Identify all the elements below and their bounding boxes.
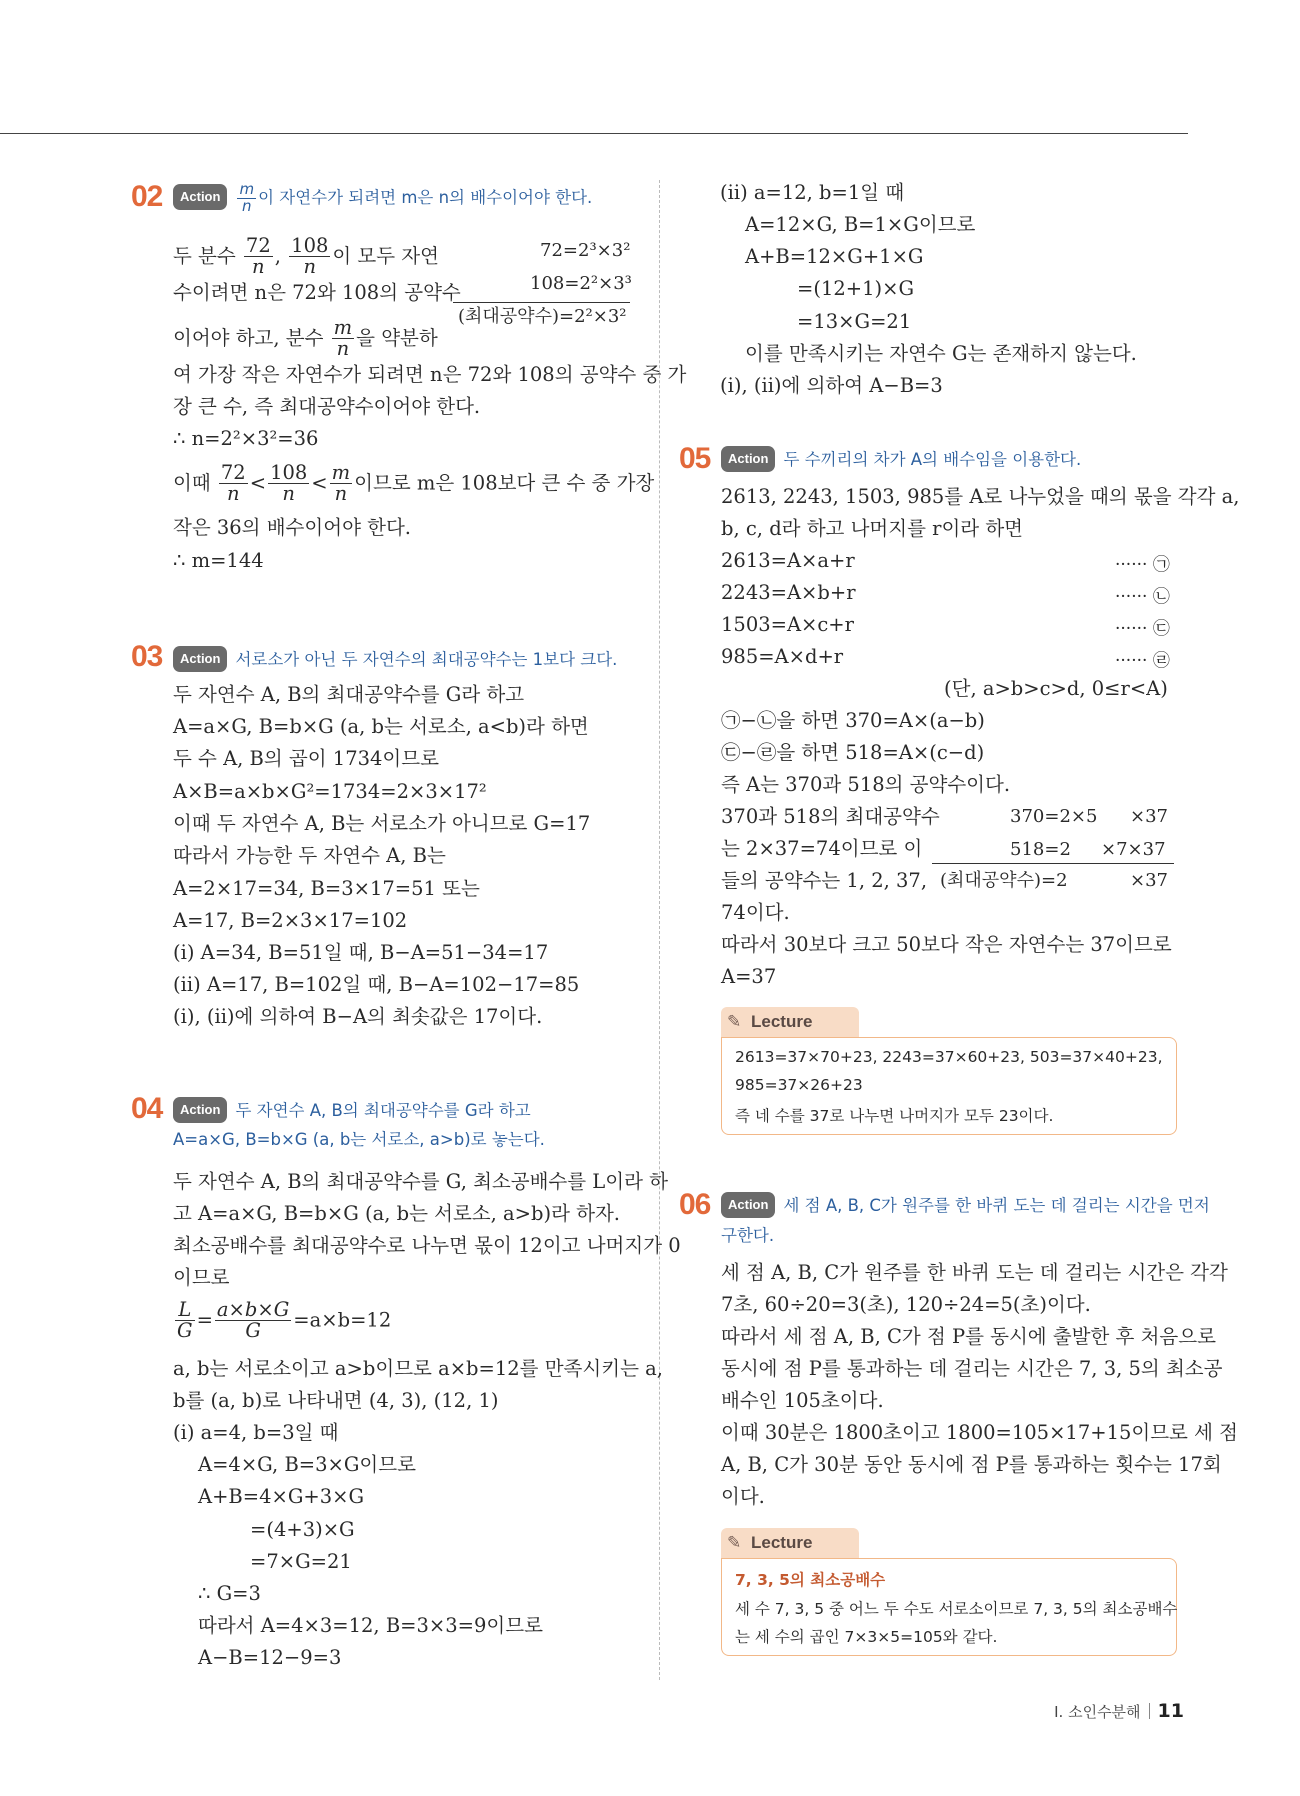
p02-calc-rule xyxy=(453,302,630,303)
p04c-line-5: =13×G=21 xyxy=(797,310,912,333)
action-05: Action 두 수끼리의 차가 A의 배수임을 이용한다. xyxy=(721,446,1081,472)
problem-number-03: 03 xyxy=(131,640,163,673)
p04c-line-1: (ⅱ) a=12, b=1일 때 xyxy=(720,181,905,204)
action-badge: Action xyxy=(173,184,227,210)
p04-line-13: ∴ G=3 xyxy=(198,1582,261,1605)
p06-line-6: 이때 30분은 1800초이고 1800=105×17+15이므로 세 점 xyxy=(721,1421,1238,1444)
p05-calc-1a: 370=2×5 xyxy=(1010,806,1098,827)
p06-line-2: 7초, 60÷20=3(초), 120÷24=5(초)이다. xyxy=(721,1293,1091,1316)
top-rule xyxy=(0,133,1188,134)
page-number: 11 xyxy=(1157,1700,1184,1722)
action-06: Action 세 점 A, B, C가 원주를 한 바퀴 도는 데 걸리는 시간을 먼저 xyxy=(721,1192,1210,1218)
p04c-line-4: =(12+1)×G xyxy=(797,277,915,300)
p04-line-11: =(4+3)×G xyxy=(250,1518,355,1541)
action-text-06a: 세 점 A, B, C가 원주를 한 바퀴 도는 데 걸리는 시간을 먼저 xyxy=(783,1196,1210,1215)
p05-eq-1: 2613=A×a+r xyxy=(721,549,855,572)
p03-line-2: A=a×G, B=b×G (a, b는 서로소, a<b)라 하면 xyxy=(173,715,589,738)
action-02 xyxy=(173,182,592,215)
p05-eq-3: 1503=A×c+r xyxy=(721,613,854,636)
p03-line-5: 이때 두 자연수 A, B는 서로소가 아니므로 G=17 xyxy=(173,812,591,835)
p03-line-4: A×B=a×b×G²=1734=2×3×17² xyxy=(173,780,487,803)
p04-line-6: a, b는 서로소이고 a>b이므로 a×b=12를 만족시키는 a, xyxy=(173,1357,663,1380)
lecture-tab-05: ✎ Lecture xyxy=(721,1007,859,1037)
p05-line-8: ㉢−㉣을 하면 518=A×(c−d) xyxy=(721,741,985,764)
p03-line-1: 두 자연수 A, B의 최대공약수를 G라 하고 xyxy=(173,683,525,706)
p04-line-1: 두 자연수 A, B의 최대공약수를 G, 최소공배수를 L이라 하 xyxy=(173,1170,668,1193)
p05-mark-3: ······ ㉢ xyxy=(1115,619,1170,639)
p05-line-15: A=37 xyxy=(721,965,777,988)
action-text-06b: 구한다. xyxy=(721,1226,775,1245)
p05-calc-2b: ×7×37 xyxy=(1101,839,1166,860)
p06-line-3: 따라서 세 점 A, B, C가 점 P를 동시에 출발한 후 처음으로 xyxy=(721,1325,1216,1348)
p04c-line-6: 이를 만족시키는 자연수 G는 존재하지 않는다. xyxy=(745,342,1137,365)
p05-mark-1: ······ ㉠ xyxy=(1115,555,1170,575)
p05-calc-3b: ×37 xyxy=(1130,870,1168,891)
p03-line-11: (ⅰ), (ⅱ)에 의하여 B−A의 최솟값은 17이다. xyxy=(173,1005,543,1028)
p04-line-10: A+B=4×G+3×G xyxy=(198,1485,365,1508)
p04c-line-2: A=12×G, B=1×G이므로 xyxy=(745,213,976,236)
p04c-line-3: A+B=12×G+1×G xyxy=(745,245,924,268)
p02-line-1: 두 분수 $\frac{72}{n}$ , $\frac{108}{n}$ 이 모두 자연 xyxy=(173,234,439,279)
problem-number-05: 05 xyxy=(679,442,711,475)
p03-line-7: A=2×17=34, B=3×17=51 또는 xyxy=(173,877,480,900)
p04-line-9: A=4×G, B=3×G이므로 xyxy=(198,1453,416,1476)
p05-calc-2a: 518=2 xyxy=(1010,839,1071,860)
pencil-icon: ✎ xyxy=(727,1533,742,1552)
p05-eq-4: 985=A×d+r xyxy=(721,645,844,668)
action-04: Action 두 자연수 A, B의 최대공약수를 G라 하고 xyxy=(173,1097,531,1123)
p02-line-9: ∴ m=144 xyxy=(173,549,264,572)
p04-line-2: 고 A=a×G, B=b×G (a, b는 서로소, a>b)라 하자. xyxy=(173,1202,620,1225)
p06-line-5: 배수인 105초이다. xyxy=(721,1389,884,1412)
p05-line-10: 370과 518의 최대공약수 xyxy=(721,805,940,828)
p05-line-1: 2613, 2243, 1503, 985를 A로 나누었을 때의 몫을 각각 a, xyxy=(721,485,1240,508)
p03-line-9: (ⅰ) A=34, B=51일 때, B−A=51−34=17 xyxy=(173,941,549,964)
p05-line-9: 즉 A는 370과 518의 공약수이다. xyxy=(721,773,1011,796)
p04c-line-7: (ⅰ), (ⅱ)에 의하여 A−B=3 xyxy=(720,374,943,397)
p05-mark-4: ······ ㉣ xyxy=(1115,651,1170,671)
p02-line-8: 작은 36의 배수이어야 한다. xyxy=(173,516,411,539)
problem-number-02: 02 xyxy=(131,180,163,213)
p04-line-7: b를 (a, b)로 나타내면 (4, 3), (12, 1) xyxy=(173,1389,499,1412)
lecture-tab-06: ✎ Lecture xyxy=(721,1528,859,1558)
lecture-05-line-2: 985=37×26+23 xyxy=(735,1076,863,1094)
p02-line-2: 수이려면 n은 72와 108의 공약수 xyxy=(173,281,461,304)
fraction-m-n: $\frac{m}{n}$ xyxy=(333,316,353,361)
p02-line-3: 이어야 하고, 분수 $\frac{m}{n}$ 을 약분하 xyxy=(173,316,438,361)
p03-line-6: 따라서 가능한 두 자연수 A, B는 xyxy=(173,844,446,867)
lecture-06-subtitle: 7, 3, 5의 최소공배수 xyxy=(735,1571,886,1589)
p06-line-1: 세 점 A, B, C가 원주를 한 바퀴 도는 데 걸리는 시간은 각각 xyxy=(721,1261,1228,1284)
action-text-03: 서로소가 아닌 두 자연수의 최대공약수는 1보다 크다. xyxy=(235,650,618,669)
p03-line-3: 두 수 A, B의 곱이 1734이므로 xyxy=(173,747,439,770)
p05-eq-2: 2243=A×b+r xyxy=(721,581,856,604)
p05-line-11: 는 2×37=74이므로 이 xyxy=(721,837,923,860)
p06-line-4: 동시에 점 P를 통과하는 데 걸리는 시간은 7, 3, 5의 최소공 xyxy=(721,1357,1223,1380)
fraction-108-n: $\frac{108}{n}$ xyxy=(291,234,329,279)
lecture-06-line-2: 는 세 수의 곱인 7×3×5=105와 같다. xyxy=(735,1628,998,1646)
p02-line-6: ∴ n=2²×3²=36 xyxy=(173,427,319,450)
action-03: Action 서로소가 아닌 두 자연수의 최대공약수는 1보다 크다. xyxy=(173,646,617,672)
p05-line-12: 들의 공약수는 1, 2, 37, xyxy=(721,869,928,892)
p04-line-12: =7×G=21 xyxy=(250,1550,352,1573)
p02-calc-1: 72=2³×3² xyxy=(540,240,631,261)
p02-line-5: 장 큰 수, 즉 최대공약수이어야 한다. xyxy=(173,395,481,418)
action-text-02: 이 자연수가 되려면 m은 n의 배수이어야 한다. xyxy=(258,187,593,207)
action-text-04a: 두 자연수 A, B의 최대공약수를 G라 하고 xyxy=(235,1101,531,1120)
p04-line-5: $\frac{L}{G}$ = $\frac{a\times b\times G}{G}$ =a×b=12 xyxy=(177,1298,392,1343)
p05-mark-2: ······ ㉡ xyxy=(1115,587,1170,607)
p06-line-8: 이다. xyxy=(721,1485,765,1508)
fraction-72-n: $\frac{72}{n}$ xyxy=(245,234,271,279)
p03-line-10: (ⅱ) A=17, B=102일 때, B−A=102−17=85 xyxy=(173,973,580,996)
p05-line-14: 따라서 30보다 크고 50보다 작은 자연수는 37이므로 xyxy=(721,933,1172,956)
action-fraction: $\frac{m}{n}$ xyxy=(239,180,255,215)
p04-line-15: A−B=12−9=3 xyxy=(198,1646,342,1669)
p05-line-13: 74이다. xyxy=(721,901,790,924)
p05-line-7: ㉠−㉡을 하면 370=A×(a−b) xyxy=(721,709,985,732)
p03-line-8: A=17, B=2×3×17=102 xyxy=(173,909,408,932)
p04-line-3: 최소공배수를 최대공약수로 나누면 몫이 12이고 나머지가 0 xyxy=(173,1234,681,1257)
p02-line-7: 이때 $\frac{72}{n}$ < $\frac{108}{n}$ < $\frac{m}{n}$ 이므로 m은 108보다 큰 수 중 가장 xyxy=(173,461,655,506)
p05-calc-1b: ×37 xyxy=(1130,806,1168,827)
p05-line-2: b, c, d라 하고 나머지를 r이라 하면 xyxy=(721,517,1024,540)
column-divider xyxy=(659,180,660,1680)
problem-number-06: 06 xyxy=(679,1188,711,1221)
p05-condition: (단, a>b>c>d, 0≤r<A) xyxy=(944,677,1168,700)
lecture-06-line-1: 세 수 7, 3, 5 중 어느 두 수도 서로소이므로 7, 3, 5의 최소공배수 xyxy=(735,1600,1178,1618)
p05-calc-rule xyxy=(932,863,1174,864)
action-text-05: 두 수끼리의 차가 A의 배수임을 이용한다. xyxy=(783,450,1082,469)
pencil-icon: ✎ xyxy=(727,1012,742,1031)
lecture-05-line-1: 2613=37×70+23, 2243=37×60+23, 503=37×40+23, xyxy=(735,1048,1163,1066)
p02-calc-2: 108=2²×3³ xyxy=(530,273,632,294)
p04-line-14: 따라서 A=4×3=12, B=3×3=9이므로 xyxy=(198,1614,543,1637)
page-footer xyxy=(1054,1700,1184,1722)
problem-number-04: 04 xyxy=(131,1092,163,1125)
p05-calc-3a: (최대공약수)=2 xyxy=(940,870,1068,891)
p04-line-4: 이므로 xyxy=(173,1266,230,1289)
p02-calc-3: (최대공약수)=2²×3² xyxy=(458,306,627,327)
action-text-04b: A=a×G, B=b×G (a, b는 서로소, a>b)로 놓는다. xyxy=(173,1130,545,1149)
p06-line-7: A, B, C가 30분 동안 동시에 점 P를 통과하는 횟수는 17회 xyxy=(721,1453,1222,1476)
p02-line-4: 여 가장 작은 자연수가 되려면 n은 72와 108의 공약수 중 가 xyxy=(173,363,687,386)
chapter-label: Ⅰ. 소인수분해 xyxy=(1054,1703,1141,1721)
lecture-05-line-3: 즉 네 수를 37로 나누면 나머지가 모두 23이다. xyxy=(735,1107,1054,1125)
p04-line-8: (ⅰ) a=4, b=3일 때 xyxy=(173,1421,339,1444)
